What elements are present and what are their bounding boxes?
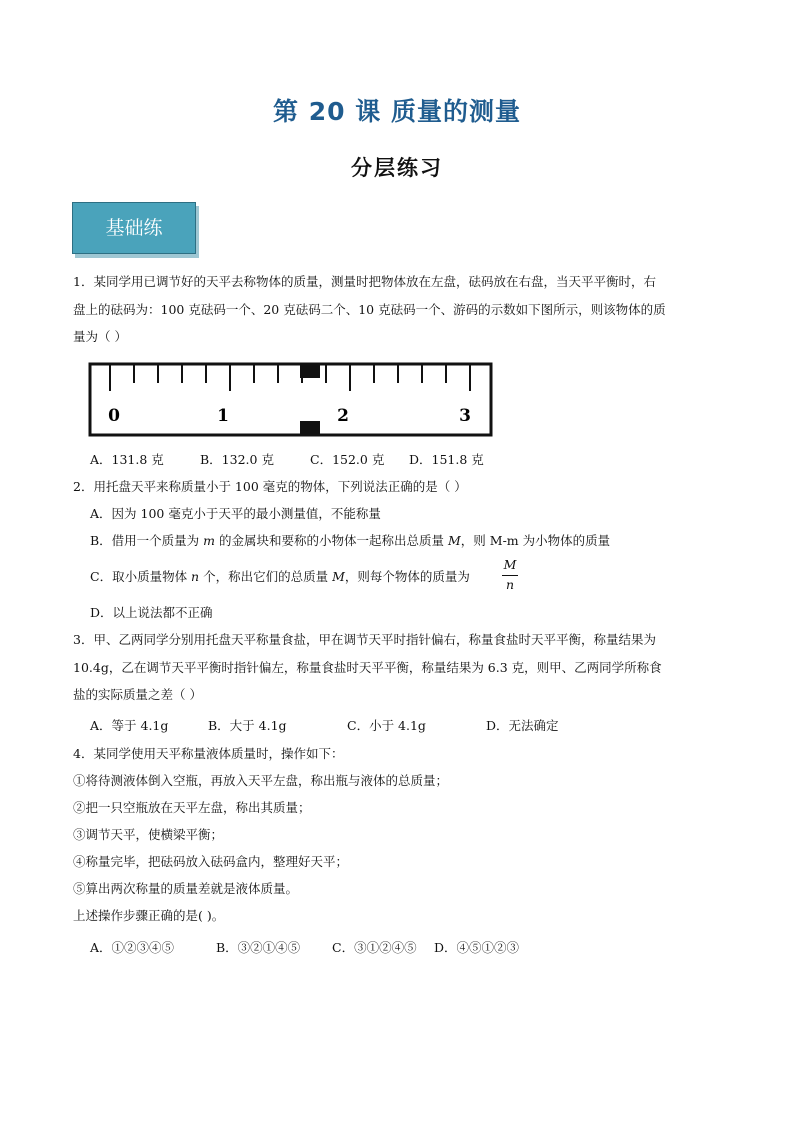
q2-c-text: C．取小质量物体 bbox=[90, 569, 192, 584]
rider-scale-figure bbox=[88, 361, 494, 441]
q2-b-text-end: ，则 M-m 为小物体的质量 bbox=[460, 533, 611, 548]
q4-step-3: ③调节天平，使横梁平衡； bbox=[73, 827, 224, 842]
q4-question: 上述操作步骤正确的是( )。 bbox=[73, 908, 225, 923]
q2-stem: 2．用托盘天平来称质量小于 100 毫克的物体，下列说法正确的是（ ） bbox=[73, 479, 467, 494]
q2-c-fraction-denominator: n bbox=[505, 577, 515, 592]
scale-label-1: 1 bbox=[217, 406, 229, 426]
scale-label-2: 2 bbox=[337, 406, 349, 426]
q3-option-d[interactable]: D．无法确定 bbox=[486, 718, 559, 733]
q3-stem-line-1: 3．甲、乙两同学分别用托盘天平称量食盐，甲在调节天平时指针偏右，称量食盐时天平平衡，称量结果为 bbox=[73, 632, 656, 647]
q2-option-d[interactable]: D．以上说法都不正确 bbox=[90, 605, 213, 620]
rider-top bbox=[300, 364, 320, 378]
q3-option-a[interactable]: A．等于 4.1g bbox=[90, 718, 169, 733]
q2-c-fraction-bar bbox=[502, 575, 518, 576]
q2-option-a[interactable]: A．因为 100 毫克小于天平的最小测量值，不能称量 bbox=[90, 506, 381, 521]
q1-option-b[interactable]: B．132.0 克 bbox=[200, 452, 274, 467]
q3-stem-line-2: 10.4g，乙在调节天平平衡时指针偏左，称量食盐时天平平衡，称量结果为 6.3 克，则甲、乙两同学所称食 bbox=[73, 660, 662, 675]
q3-option-b[interactable]: B．大于 4.1g bbox=[208, 718, 287, 733]
q2-b-var-m: m bbox=[203, 533, 216, 548]
q1-option-d[interactable]: D．151.8 克 bbox=[409, 452, 484, 467]
q1-stem-line-2: 盘上的砝码为：100 克砝码一个、20 克砝码二个、10 克砝码一个、游码的示数如下图所示，则该物体的质 bbox=[73, 302, 666, 317]
q1-option-c[interactable]: C．152.0 克 bbox=[310, 452, 385, 467]
q4-option-b[interactable]: B．③②①④⑤ bbox=[216, 940, 301, 955]
q4-step-5: ⑤算出两次称量的质量差就是液体质量。 bbox=[73, 881, 299, 896]
q1-option-a[interactable]: A．131.8 克 bbox=[90, 452, 164, 467]
q3-stem-line-3: 盐的实际质量之差（ ） bbox=[73, 687, 202, 702]
q4-option-c[interactable]: C．③①②④⑤ bbox=[332, 940, 417, 955]
q4-step-4: ④称量完毕，把砝码放入砝码盒内，整理好天平； bbox=[73, 854, 349, 869]
q4-step-2: ②把一只空瓶放在天平左盘，称出其质量； bbox=[73, 800, 311, 815]
q4-stem: 4．某同学使用天平称量液体质量时，操作如下： bbox=[73, 746, 344, 761]
rider-bottom bbox=[300, 421, 320, 435]
q2-b-var-M: M bbox=[447, 533, 461, 548]
q2-c-text-mid: 个，称出它们的总质量 bbox=[199, 569, 333, 584]
q2-c-text-end: ，则每个物体的质量为 bbox=[344, 569, 470, 584]
scale-label-3: 3 bbox=[459, 406, 471, 426]
q2-c-var-M: M bbox=[332, 569, 345, 584]
q3-option-c[interactable]: C．小于 4.1g bbox=[347, 718, 426, 733]
q2-c-fraction-numerator: M bbox=[503, 557, 517, 572]
scale-label-0: 0 bbox=[108, 406, 120, 426]
q2-option-b[interactable] bbox=[90, 531, 610, 549]
q4-step-1: ①将待测液体倒入空瓶，再放入天平左盘，称出瓶与液体的总质量； bbox=[73, 773, 449, 788]
q2-c-var-n: n bbox=[191, 569, 200, 584]
q2-option-c[interactable] bbox=[90, 567, 470, 585]
page-title: 第 20 课 质量的测量 bbox=[273, 97, 521, 126]
q4-option-a[interactable]: A．①②③④⑤ bbox=[90, 940, 175, 955]
section-badge: 基础练 bbox=[72, 202, 196, 254]
q1-stem-line-3: 量为（ ） bbox=[73, 329, 127, 344]
q2-b-text: B．借用一个质量为 bbox=[90, 533, 204, 548]
scale-frame bbox=[90, 364, 491, 435]
q1-stem-line-1: 1．某同学用已调节好的天平去称物体的质量，测量时把物体放在左盘，砝码放在右盘，当天平平衡时，右 bbox=[73, 274, 656, 289]
q2-b-text-mid: 的金属块和要称的小物体一起称出总质量 bbox=[215, 533, 448, 548]
page-subtitle: 分层练习 bbox=[351, 156, 443, 180]
q4-option-d[interactable]: D．④⑤①②③ bbox=[434, 940, 520, 955]
